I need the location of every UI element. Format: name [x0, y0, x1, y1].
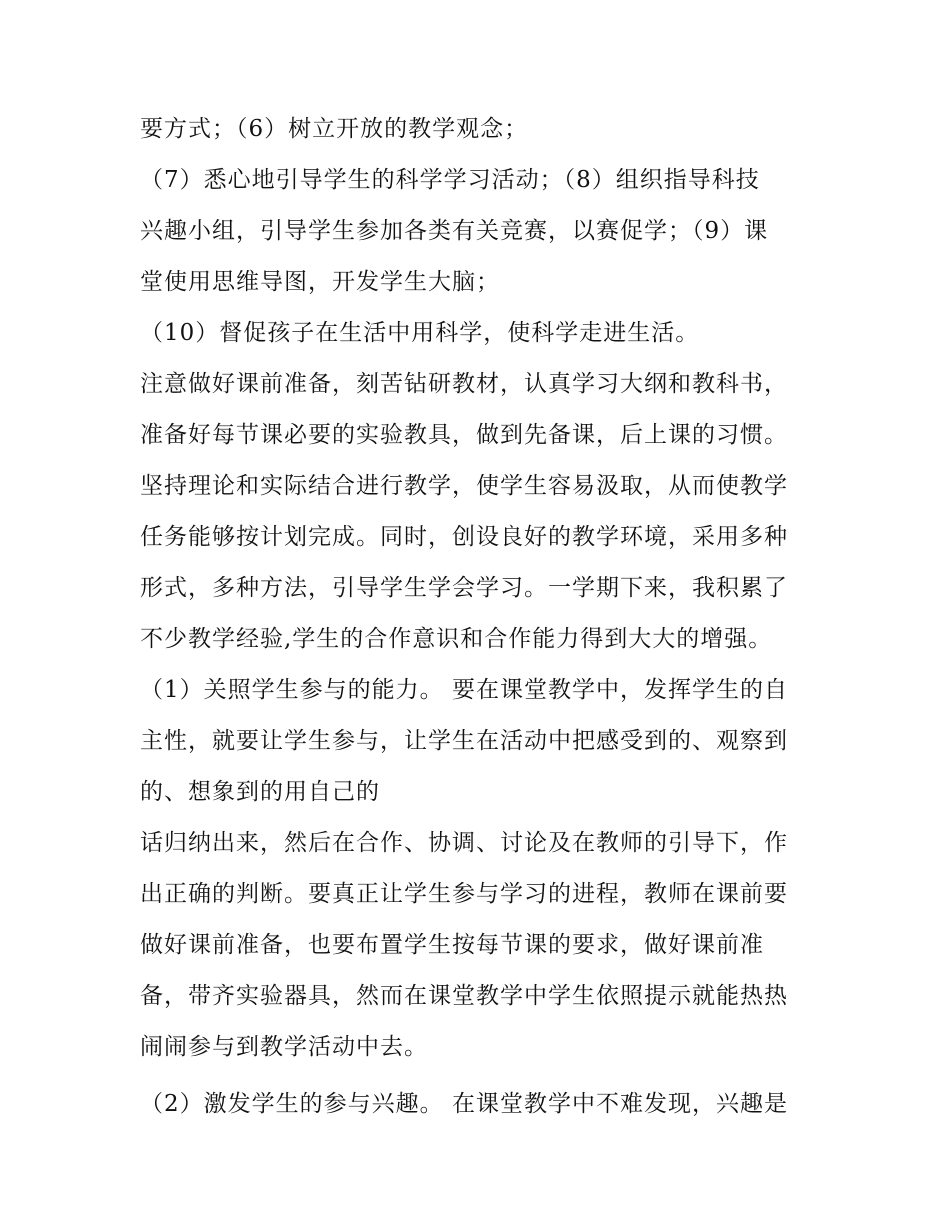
text-line: （1）关照学生参与的能力。 要在课堂教学中，发挥学生的自 [140, 677, 788, 703]
text-line: 坚持理论和实际结合进行教学，使学生容易汲取，从而使教学 [140, 473, 788, 499]
text-line: 要方式；（6）树立开放的教学观念； [140, 116, 529, 142]
text-line: 注意做好课前准备，刻苦钻研教材，认真学习大纲和教科书， [140, 371, 788, 397]
text-line: （2）激发学生的参与兴趣。 在课堂教学中不难发现，兴趣是 [140, 1091, 788, 1117]
text-line: 主性，就要让学生参与，让学生在活动中把感受到的、观察到 [140, 728, 788, 754]
text-line: 兴趣小组，引导学生参加各类有关竞赛，以赛促学；（9）课 [140, 218, 769, 244]
text-line: 形式，多种方法，引导学生学会学习。一学期下来，我积累了 [140, 575, 788, 601]
text-line: （7）悉心地引导学生的科学学习活动；（8）组织指导科技 [140, 167, 760, 193]
text-line: 闹闹参与到教学活动中去。 [140, 1034, 428, 1060]
text-line: 备，带齐实验器具，然而在课堂教学中学生依照提示就能热热 [140, 983, 788, 1009]
text-line: 任务能够按计划完成。同时，创设良好的教学环境，采用多种 [140, 524, 788, 550]
text-line: （10）督促孩子在生活中用科学，使科学走进生活。 [140, 320, 700, 346]
text-line: 做好课前准备，也要布置学生按每节课的要求，做好课前准 [140, 932, 764, 958]
text-line: 不少教学经验,学生的合作意识和合作能力得到大大的增强。 [140, 626, 773, 652]
text-line: 话归纳出来，然后在合作、协调、讨论及在教师的引导下，作 [140, 830, 788, 856]
text-line: 出正确的判断。要真正让学生参与学习的进程，教师在课前要 [140, 881, 788, 907]
text-line: 的、想象到的用自己的 [140, 779, 380, 805]
body-text [140, 108, 820, 1134]
text-line: 准备好每节课必要的实验教具，做到先备课，后上课的习惯。 [140, 422, 788, 448]
text-line: 堂使用思维导图，开发学生大脑； [140, 269, 500, 295]
